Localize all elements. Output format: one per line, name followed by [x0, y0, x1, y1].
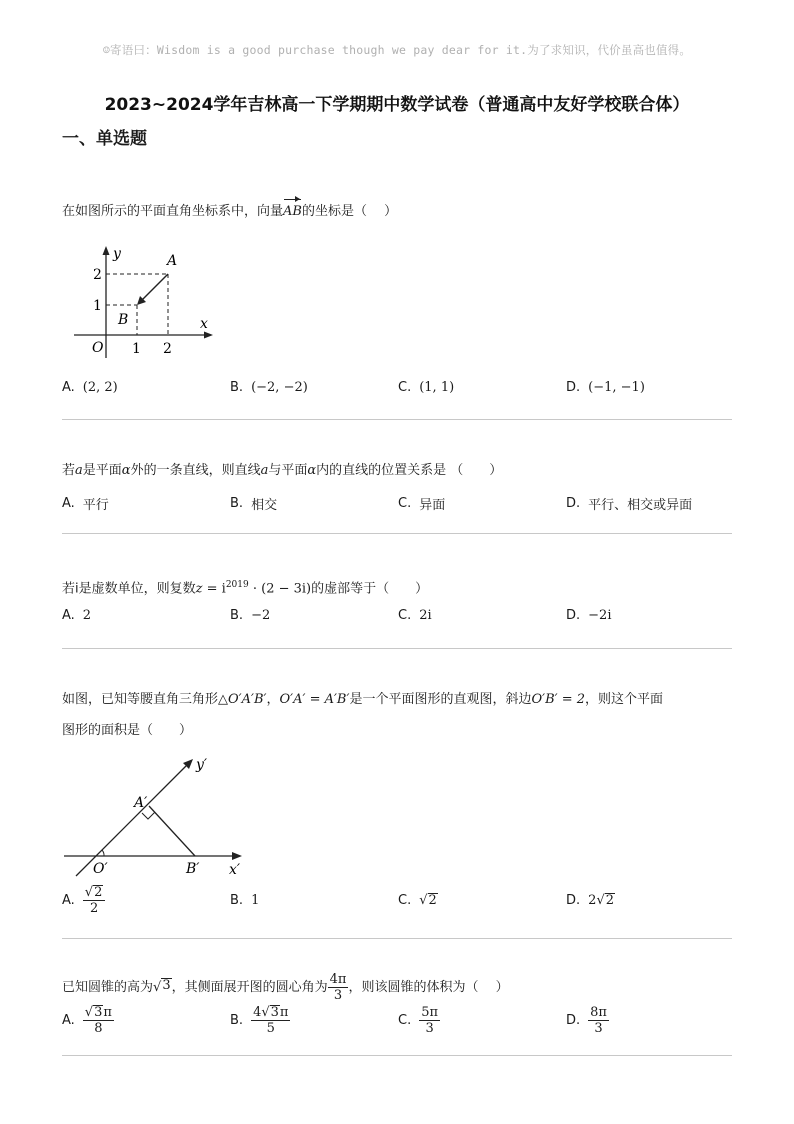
page-title: 2023~2024学年吉林高一下学期期中数学试卷（普通高中友好学校联合体）	[104, 95, 690, 115]
origin-label: O	[92, 340, 104, 356]
q5-option-b[interactable]: B. 4 √ 3 π 5	[230, 1005, 289, 1036]
right-angle-mark	[142, 812, 155, 819]
y-axis	[76, 766, 186, 876]
q2-option-a[interactable]: A. 平行	[62, 496, 109, 513]
q3-option-d[interactable]: D. −2i	[566, 608, 612, 623]
q3-option-a[interactable]: A. 2	[62, 608, 92, 623]
angle-arc	[102, 850, 104, 856]
question-5-stem: 已知圆锥的高为 √ 3 ，其侧面展开图的圆心角为 $\frac{4\pi}{3}$ ，则该圆锥的体积为（ ）	[62, 972, 509, 1003]
question-1-stem: 在如图所示的平面直角坐标系中，向量AB的坐标是（ ）	[62, 202, 397, 222]
q1-option-a[interactable]: A. (2, 2)	[62, 380, 118, 395]
fraction: √ 2 2	[83, 885, 106, 916]
question-1-figure	[66, 240, 221, 362]
q1-option-c[interactable]: C. (1, 1)	[398, 380, 455, 395]
divider	[62, 533, 732, 534]
question-4-stem-line1: 如图，已知等腰直角三角形△O′A′B′，O′A′ = A′B′是一个平面图形的直观图，斜边O′B′ = 2，则这个平面	[62, 692, 664, 707]
question-4-figure	[62, 752, 252, 880]
question-4-stem-line2: 图形的面积是（ ）	[62, 723, 193, 738]
x-axis-arrow	[204, 332, 213, 339]
point-b-label: B	[118, 312, 129, 328]
q4-option-a[interactable]: A. √ 2 2	[62, 885, 105, 916]
q5-option-d[interactable]: D. $\frac{8\pi}{3}$	[566, 1005, 607, 1036]
q5-option-a[interactable]: A. √ 3 π 8	[62, 1005, 112, 1036]
tick-y1: 1	[93, 298, 102, 314]
q1-option-b[interactable]: B. (−2, −2)	[230, 380, 308, 395]
divider	[62, 419, 732, 420]
y-axis-arrow	[103, 246, 110, 255]
b-prime-label: B′	[186, 861, 200, 877]
y-prime-label: y′	[196, 757, 208, 773]
q4-option-b[interactable]: B. 1	[230, 893, 260, 908]
q3-option-b[interactable]: B. −2	[230, 608, 271, 623]
divider	[62, 1055, 732, 1056]
q2-option-d[interactable]: D. 平行、相交或异面	[566, 496, 693, 513]
side-a-b	[149, 806, 195, 856]
section-heading: 一、单选题	[62, 129, 147, 149]
q5-option-c[interactable]: C. $\frac{5\pi}{3}$	[398, 1005, 439, 1036]
vector-ab-line	[141, 274, 168, 301]
x-axis-arrow	[232, 852, 242, 860]
motto: ☺寄语曰：Wisdom is a good purchase though we pay dear for it.为了求知识，代价虽高也值得。	[102, 43, 692, 57]
q3-option-c[interactable]: C. 2i	[398, 608, 432, 623]
y-label: y	[113, 246, 121, 262]
q2-option-c[interactable]: C. 异面	[398, 496, 446, 513]
divider	[62, 648, 732, 649]
o-prime-label: O′	[93, 861, 108, 877]
tick-x1: 1	[132, 341, 141, 357]
question-2-stem: 若a是平面α外的一条直线，则直线a与平面α内的直线的位置关系是 （ ）	[62, 463, 503, 478]
tick-x2: 2	[163, 341, 172, 357]
a-prime-label: A′	[134, 795, 148, 811]
x-prime-label: x′	[229, 862, 241, 878]
vector-ab: AB	[283, 202, 302, 222]
divider	[62, 938, 732, 939]
x-label: x	[200, 316, 208, 332]
q2-option-b[interactable]: B. 相交	[230, 496, 278, 513]
q4-option-d[interactable]: D. 2 √ 2	[566, 893, 615, 908]
point-a-label: A	[167, 253, 178, 269]
q1-option-d[interactable]: D. (−1, −1)	[566, 380, 645, 395]
question-3-stem: 若i是虚数单位，则复数$z = i^{2019} \cdot (2 - 3i)$的虚部等于（ ）	[62, 580, 429, 597]
tick-y2: 2	[93, 267, 102, 283]
q4-option-c[interactable]: C. √ 2	[398, 893, 437, 908]
